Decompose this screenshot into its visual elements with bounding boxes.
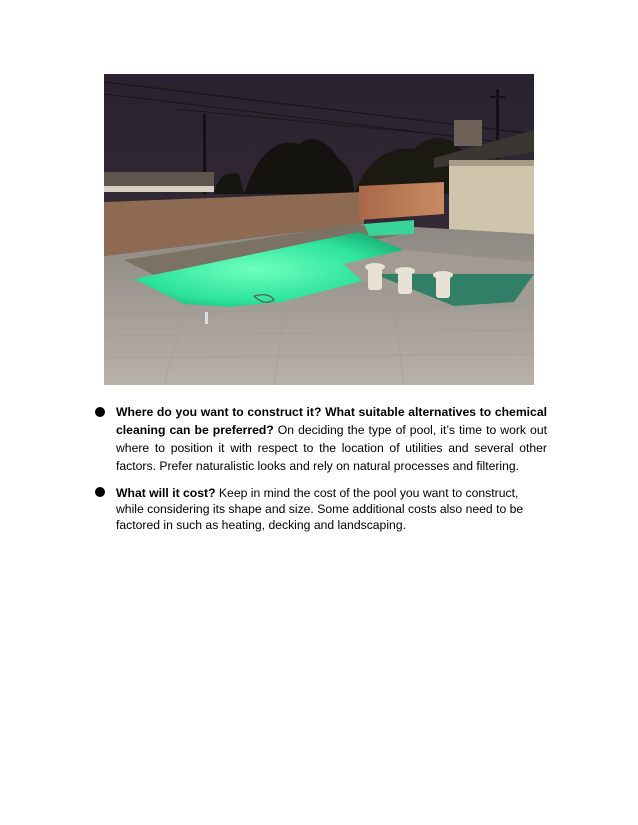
- item-body: Keep in mind the cost of the pool you want to construct, while considering its shape and size. Some additional costs also need to be factored in such as heating, decking and landscaping.: [116, 486, 524, 532]
- bullet-dot: [95, 407, 105, 417]
- paragraph: [116, 403, 547, 475]
- list-item: [95, 403, 547, 475]
- bullet-dot: [95, 487, 105, 497]
- paragraph: [116, 485, 547, 533]
- bullet-list: [95, 403, 547, 543]
- item-body: On deciding the type of pool, it’s time to work out where to position it with respect to the location of utilities and several other factors. Prefer naturalistic looks and rely on natural processes and filtering.: [116, 423, 547, 473]
- pool-photo: [104, 74, 534, 385]
- item-heading: Where do you want to construct it? What suitable alternatives to chemical cleaning can be preferred?: [116, 405, 547, 437]
- item-heading: What will it cost?: [116, 486, 216, 500]
- list-item: [95, 485, 547, 533]
